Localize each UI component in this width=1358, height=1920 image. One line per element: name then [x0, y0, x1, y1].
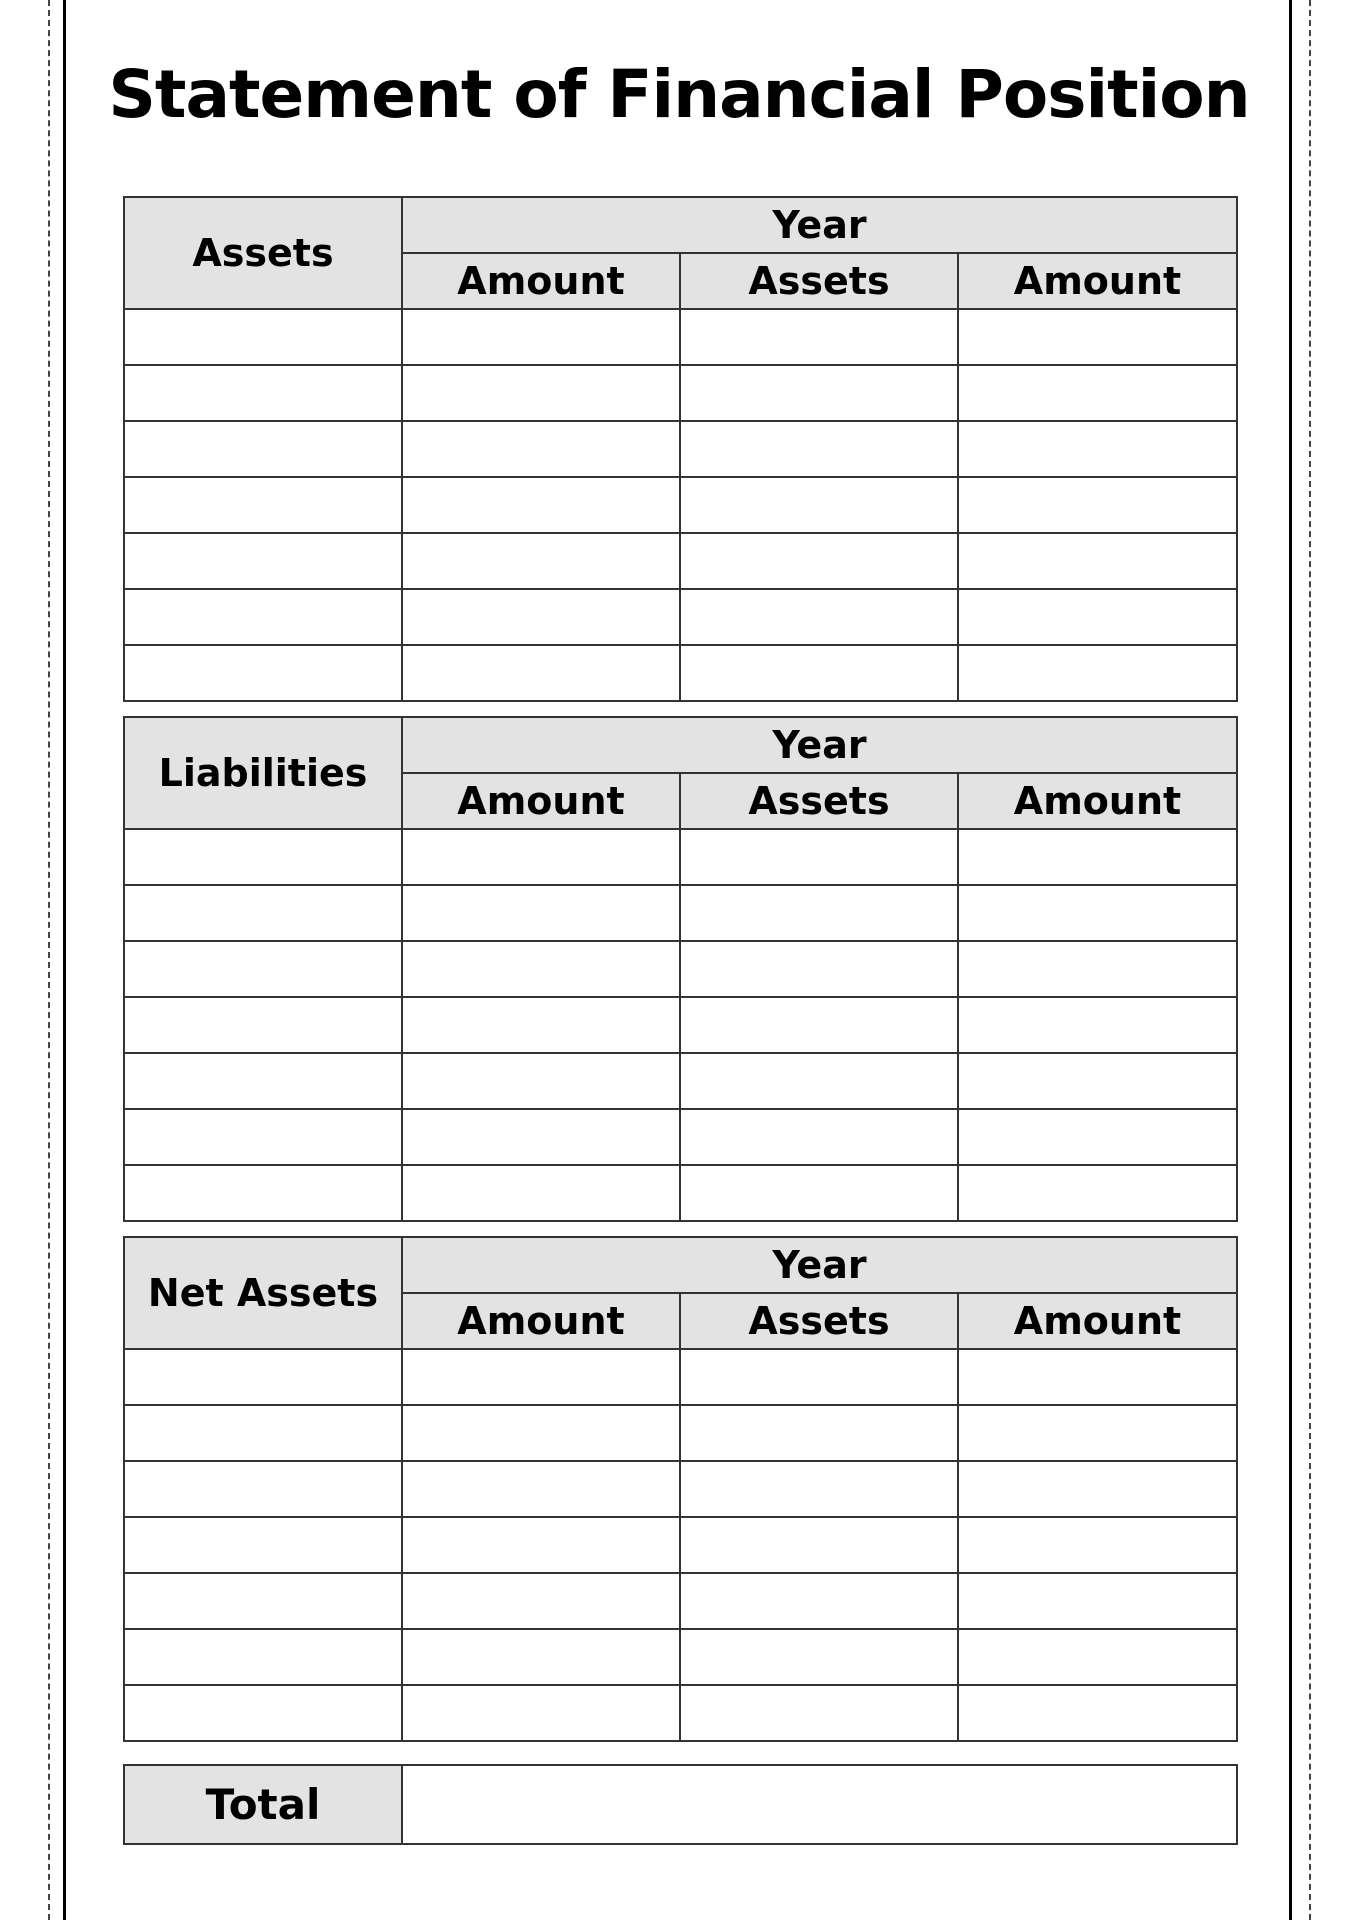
table-cell[interactable]	[402, 365, 680, 421]
table-cell[interactable]	[402, 885, 680, 941]
table-row	[124, 365, 1237, 421]
table-cell[interactable]	[124, 1109, 402, 1165]
table-cell[interactable]	[680, 589, 958, 645]
table-cell[interactable]	[958, 533, 1237, 589]
table-cell[interactable]	[680, 1517, 958, 1573]
table-cell[interactable]	[958, 1349, 1237, 1405]
table-cell[interactable]	[402, 645, 680, 701]
table-row	[124, 941, 1237, 997]
table-cell[interactable]	[124, 645, 402, 701]
section-label: Assets	[124, 197, 402, 309]
table-cell[interactable]	[958, 829, 1237, 885]
table-cell[interactable]	[680, 1109, 958, 1165]
table-cell[interactable]	[680, 421, 958, 477]
table-cell[interactable]	[402, 589, 680, 645]
table-cell[interactable]	[680, 1461, 958, 1517]
table-cell[interactable]	[402, 941, 680, 997]
table-row	[124, 645, 1237, 701]
table-row	[124, 421, 1237, 477]
column-header-assets: Assets	[680, 253, 958, 309]
table-cell[interactable]	[124, 885, 402, 941]
column-header-amount: Amount	[958, 1293, 1237, 1349]
table-cell[interactable]	[958, 477, 1237, 533]
table-cell[interactable]	[958, 997, 1237, 1053]
table-cell[interactable]	[124, 1573, 402, 1629]
total-label: Total	[124, 1765, 402, 1844]
table-cell[interactable]	[402, 829, 680, 885]
table-cell[interactable]	[958, 309, 1237, 365]
table-cell[interactable]	[680, 1685, 958, 1741]
table-row	[124, 589, 1237, 645]
column-header-amount: Amount	[958, 253, 1237, 309]
table-row	[124, 1685, 1237, 1741]
table-cell[interactable]	[680, 309, 958, 365]
table-cell[interactable]	[680, 533, 958, 589]
table-cell[interactable]	[124, 533, 402, 589]
total-table	[123, 1764, 1238, 1845]
year-header: Year	[402, 717, 1237, 773]
table-cell[interactable]	[680, 1053, 958, 1109]
table-row	[124, 1629, 1237, 1685]
table-cell[interactable]	[402, 421, 680, 477]
table-cell[interactable]	[680, 645, 958, 701]
table-cell[interactable]	[958, 1573, 1237, 1629]
assets-table	[123, 196, 1238, 702]
header-row	[124, 197, 1237, 253]
table-row	[124, 829, 1237, 885]
table-cell[interactable]	[402, 1685, 680, 1741]
table-row	[124, 1517, 1237, 1573]
table-cell[interactable]	[680, 477, 958, 533]
table-cell[interactable]	[958, 1461, 1237, 1517]
table-cell[interactable]	[958, 1405, 1237, 1461]
table-row	[124, 309, 1237, 365]
column-header-amount: Amount	[402, 1293, 680, 1349]
total-value-cell[interactable]	[402, 1765, 1237, 1844]
table-cell[interactable]	[402, 1405, 680, 1461]
table-cell[interactable]	[958, 365, 1237, 421]
table-cell[interactable]	[124, 589, 402, 645]
column-header-amount: Amount	[402, 773, 680, 829]
table-row	[124, 1405, 1237, 1461]
table-cell[interactable]	[402, 1517, 680, 1573]
table-cell[interactable]	[124, 1165, 402, 1221]
liabilities-table	[123, 716, 1238, 1222]
table-cell[interactable]	[124, 1517, 402, 1573]
table-cell[interactable]	[124, 1685, 402, 1741]
table-cell[interactable]	[402, 1629, 680, 1685]
table-row	[124, 1109, 1237, 1165]
table-cell[interactable]	[958, 941, 1237, 997]
column-header-amount: Amount	[402, 253, 680, 309]
table-cell[interactable]	[124, 1349, 402, 1405]
page-title: Statement of Financial Position	[108, 56, 1250, 133]
table-cell[interactable]	[124, 829, 402, 885]
dashed-cut-line-left	[48, 0, 50, 1920]
table-cell[interactable]	[402, 1165, 680, 1221]
table-cell[interactable]	[958, 1165, 1237, 1221]
table-row	[124, 477, 1237, 533]
table-cell[interactable]	[124, 477, 402, 533]
table-cell[interactable]	[680, 829, 958, 885]
table-cell[interactable]	[958, 1629, 1237, 1685]
year-header: Year	[402, 197, 1237, 253]
table-cell[interactable]	[680, 1349, 958, 1405]
table-row	[124, 885, 1237, 941]
table-cell[interactable]	[958, 645, 1237, 701]
table-cell[interactable]	[680, 1165, 958, 1221]
header-row	[124, 1237, 1237, 1293]
table-cell[interactable]	[124, 941, 402, 997]
table-cell[interactable]	[402, 309, 680, 365]
table-cell[interactable]	[124, 1461, 402, 1517]
table-row	[124, 1165, 1237, 1221]
column-header-assets: Assets	[680, 1293, 958, 1349]
table-cell[interactable]	[958, 885, 1237, 941]
table-cell[interactable]	[124, 1629, 402, 1685]
table-cell[interactable]	[680, 365, 958, 421]
table-cell[interactable]	[402, 997, 680, 1053]
table-row	[124, 533, 1237, 589]
header-row	[124, 717, 1237, 773]
column-header-amount: Amount	[958, 773, 1237, 829]
table-cell[interactable]	[402, 1349, 680, 1405]
table-cell[interactable]	[680, 997, 958, 1053]
total-row	[124, 1765, 1237, 1844]
table-cell[interactable]	[958, 1053, 1237, 1109]
table-cell[interactable]	[124, 421, 402, 477]
section-label: Net Assets	[124, 1237, 402, 1349]
table-cell[interactable]	[124, 1405, 402, 1461]
table-cell[interactable]	[402, 1573, 680, 1629]
table-cell[interactable]	[958, 421, 1237, 477]
table-row	[124, 997, 1237, 1053]
table-cell[interactable]	[124, 1053, 402, 1109]
table-cell[interactable]	[958, 1517, 1237, 1573]
table-row	[124, 1573, 1237, 1629]
net-assets-table	[123, 1236, 1238, 1742]
table-row	[124, 1349, 1237, 1405]
table-cell[interactable]	[680, 1573, 958, 1629]
table-cell[interactable]	[958, 1685, 1237, 1741]
dashed-cut-line-right	[1309, 0, 1311, 1920]
table-cell[interactable]	[958, 589, 1237, 645]
year-header: Year	[402, 1237, 1237, 1293]
table-cell[interactable]	[124, 365, 402, 421]
table-cell[interactable]	[402, 477, 680, 533]
table-cell[interactable]	[402, 1109, 680, 1165]
table-cell[interactable]	[680, 941, 958, 997]
table-cell[interactable]	[402, 1053, 680, 1109]
table-cell[interactable]	[958, 1109, 1237, 1165]
table-cell[interactable]	[402, 1461, 680, 1517]
table-row	[124, 1461, 1237, 1517]
table-cell[interactable]	[402, 533, 680, 589]
page-border-left	[63, 0, 66, 1920]
column-header-assets: Assets	[680, 773, 958, 829]
table-row	[124, 1053, 1237, 1109]
section-label: Liabilities	[124, 717, 402, 829]
table-cell[interactable]	[680, 1405, 958, 1461]
page-border-right	[1289, 0, 1292, 1920]
table-cell[interactable]	[124, 997, 402, 1053]
table-cell[interactable]	[124, 309, 402, 365]
table-cell[interactable]	[680, 1629, 958, 1685]
table-cell[interactable]	[680, 885, 958, 941]
